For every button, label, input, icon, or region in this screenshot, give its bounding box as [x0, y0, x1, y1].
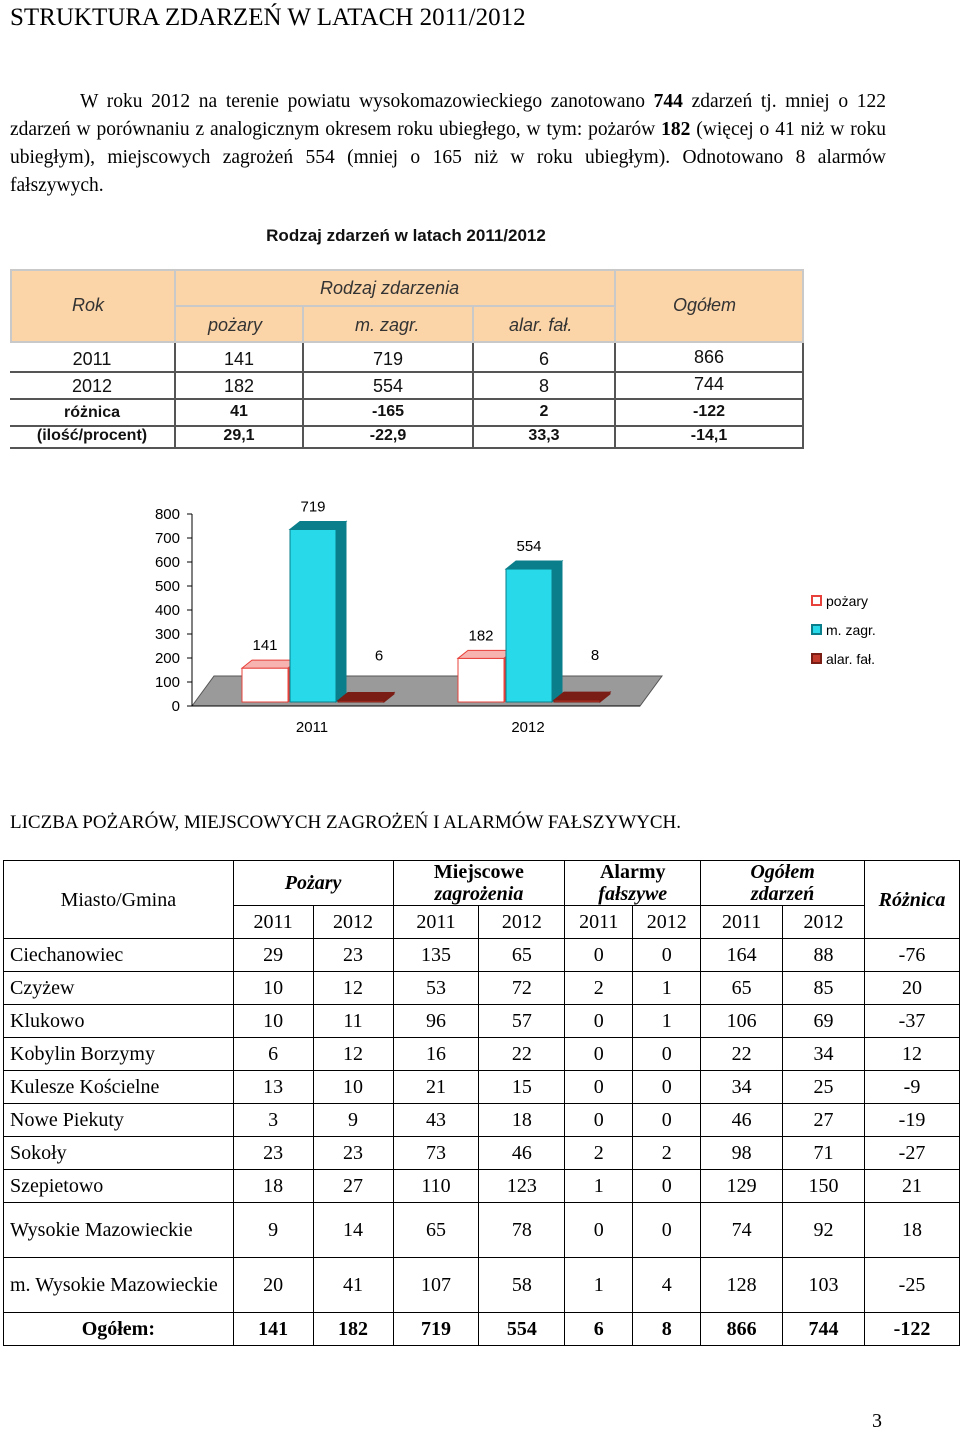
section-heading: LICZBA POŻARÓW, MIEJSCOWYCH ZAGROŻEŃ I ALARMÓW FAŁSZYWYCH.	[10, 812, 681, 833]
municipality-name: Czyżew	[4, 972, 234, 1005]
table-cell: 0	[633, 1071, 701, 1104]
total-cell: 141	[233, 1313, 313, 1346]
summary-row-label: (ilość/procent)	[36, 427, 148, 444]
table-cell: 12	[864, 1038, 959, 1071]
table-cell: 23	[313, 939, 393, 972]
summary-cell: -14,1	[690, 427, 728, 444]
municipality-name: Kobylin Borzymy	[4, 1038, 234, 1071]
table-cell: 27	[783, 1104, 865, 1137]
table-cell: 78	[479, 1203, 565, 1258]
summary-cell: 141	[223, 349, 255, 369]
chart-svg	[140, 490, 900, 750]
bar-side	[336, 521, 346, 702]
table-cell: 6	[233, 1038, 313, 1071]
table-cell: 98	[701, 1137, 783, 1170]
table-cell: 2	[565, 972, 633, 1005]
table-cell: 13	[233, 1071, 313, 1104]
table-cell: 9	[313, 1104, 393, 1137]
table-cell: 58	[479, 1258, 565, 1313]
table-cell: 34	[783, 1038, 865, 1071]
total-cell: 6	[565, 1313, 633, 1346]
summary-h-rok: Rok	[72, 295, 105, 315]
table-cell: 0	[633, 1104, 701, 1137]
summary-row-label: różnica	[63, 404, 120, 421]
table-cell: 4	[633, 1258, 701, 1313]
summary-cell: 8	[538, 376, 549, 396]
legend-swatch	[812, 596, 821, 605]
header-alarmy: Alarmy fałszywe	[565, 861, 701, 906]
bar-m. zagr.-2012	[506, 569, 552, 702]
table-cell: 1	[565, 1170, 633, 1203]
data-label: 6	[374, 647, 384, 665]
table-cell: 10	[233, 1005, 313, 1038]
bar-pożary-2012	[458, 658, 504, 702]
category-label: 2012	[511, 719, 545, 736]
table-cell: 3	[233, 1104, 313, 1137]
table-cell: 23	[233, 1137, 313, 1170]
page-number: 3	[872, 1410, 882, 1432]
header-miejscowe: Miejscowe zagrożenia	[393, 861, 565, 906]
table-row	[4, 1203, 960, 1258]
y-tick-label: 200	[154, 650, 180, 667]
legend-label: alar. fał.	[826, 651, 876, 667]
y-tick-label: 100	[154, 674, 180, 691]
summary-cell: -122	[692, 403, 726, 420]
summary-cell: 33,3	[528, 427, 560, 444]
table-cell: 0	[633, 1203, 701, 1258]
table-row	[4, 1071, 960, 1104]
y-tick-label: 600	[154, 554, 180, 571]
table-cell: 0	[565, 1005, 633, 1038]
total-cell: 719	[393, 1313, 479, 1346]
y-tick-label: 800	[154, 506, 180, 523]
summary-h-rodzaj: Rodzaj zdarzenia	[320, 278, 460, 298]
table-cell: 73	[393, 1137, 479, 1170]
header-roznica: Różnica	[864, 861, 959, 939]
summary-h-ogolem: Ogółem	[673, 295, 737, 315]
total-cell: -122	[864, 1313, 959, 1346]
total-cell: 8	[633, 1313, 701, 1346]
table-cell: 22	[701, 1038, 783, 1071]
table-cell: 10	[313, 1071, 393, 1104]
legend-label: pożary	[826, 593, 869, 609]
summary-cell: 182	[223, 376, 255, 396]
table-cell: -19	[864, 1104, 959, 1137]
year-cell: 2011	[565, 906, 633, 939]
year-cell: 2011	[701, 906, 783, 939]
intro-paragraph: W roku 2012 na terenie powiatu wysokomazowieckiego zanotowano 744 zdarzeń tj. mniej o 122 zdarzeń w porównaniu z analogicznym okresem roku ubiegłego, w tym: pożarów 182 (więcej o 41 niż w roku ubiegłym), miejscowych zagrożeń 554 (mniej o 165 niż w roku ubiegłym). Odnotowano 8 alarmów fałszywych.	[10, 91, 886, 196]
summary-cell: 866	[693, 347, 725, 367]
table-cell: 103	[783, 1258, 865, 1313]
table-cell: 1	[565, 1258, 633, 1313]
total-cell: 554	[479, 1313, 565, 1346]
summary-cell: 29,1	[223, 427, 255, 444]
summary-cell: 41	[230, 403, 248, 420]
header-miasto: Miasto/Gmina	[4, 861, 234, 939]
year-cell: 2011	[233, 906, 313, 939]
table-cell: 46	[479, 1137, 565, 1170]
data-label: 141	[252, 637, 278, 655]
total-label: Ogółem:	[4, 1313, 234, 1346]
y-tick-label: 0	[171, 698, 180, 715]
table-cell: 85	[783, 972, 865, 1005]
data-label: 719	[300, 498, 326, 516]
table-cell: 110	[393, 1170, 479, 1203]
table-cell: 25	[783, 1071, 865, 1104]
table-cell: -76	[864, 939, 959, 972]
summary-cell: 554	[372, 376, 404, 396]
detail-header-row	[4, 861, 960, 906]
legend-label: m. zagr.	[826, 622, 876, 638]
data-label: 8	[590, 647, 600, 665]
table-cell: 41	[313, 1258, 393, 1313]
bar-pożary-2011	[242, 668, 288, 702]
table-cell: 0	[633, 1170, 701, 1203]
table-cell: 92	[783, 1203, 865, 1258]
header-pozary: Pożary	[233, 861, 393, 906]
table-cell: 88	[783, 939, 865, 972]
table-cell: 21	[393, 1071, 479, 1104]
year-cell: 2012	[313, 906, 393, 939]
y-tick-label: 700	[154, 530, 180, 547]
table-cell: 2	[565, 1137, 633, 1170]
table-cell: 22	[479, 1038, 565, 1071]
table-cell: 0	[565, 1071, 633, 1104]
table-cell: 65	[393, 1203, 479, 1258]
table-cell: 129	[701, 1170, 783, 1203]
table-cell: 23	[313, 1137, 393, 1170]
table-cell: 10	[233, 972, 313, 1005]
bar-m. zagr.-2011	[290, 529, 336, 702]
table-cell: 74	[701, 1203, 783, 1258]
summary-cell: 2	[539, 403, 549, 420]
table-cell: 96	[393, 1005, 479, 1038]
municipality-name: Sokoły	[4, 1137, 234, 1170]
table-cell: 150	[783, 1170, 865, 1203]
municipality-name: m. Wysokie Mazowieckie	[4, 1258, 234, 1313]
table-cell: 15	[479, 1071, 565, 1104]
municipality-name: Kulesze Kościelne	[4, 1071, 234, 1104]
summary-h-mzagr: m. zagr.	[355, 315, 420, 335]
table-cell: 11	[313, 1005, 393, 1038]
events-bar-chart	[140, 490, 900, 750]
year-cell: 2012	[783, 906, 865, 939]
bar-side	[552, 561, 562, 702]
table-cell: 72	[479, 972, 565, 1005]
municipality-name: Klukowo	[4, 1005, 234, 1038]
table-cell: 71	[783, 1137, 865, 1170]
table-row	[4, 1137, 960, 1170]
table-cell: 106	[701, 1005, 783, 1038]
header-ogolem: Ogółem zdarzeń	[701, 861, 865, 906]
table-cell: 107	[393, 1258, 479, 1313]
data-label: 182	[468, 627, 494, 645]
table-cell: -25	[864, 1258, 959, 1313]
table-cell: 1	[633, 972, 701, 1005]
table-cell: 69	[783, 1005, 865, 1038]
table-cell: 46	[701, 1104, 783, 1137]
table-cell: 1	[633, 1005, 701, 1038]
table-cell: -27	[864, 1137, 959, 1170]
table-cell: 20	[233, 1258, 313, 1313]
summary-title: Rodzaj zdarzeń w latach 2011/2012	[266, 226, 546, 245]
table-cell: 135	[393, 939, 479, 972]
table-cell: -9	[864, 1071, 959, 1104]
page-heading: STRUKTURA ZDARZEŃ W LATACH 2011/2012	[10, 4, 526, 31]
data-label: 554	[516, 538, 542, 556]
summary-cell: 744	[693, 374, 725, 394]
table-row	[4, 939, 960, 972]
municipality-name: Ciechanowiec	[4, 939, 234, 972]
table-cell: 12	[313, 1038, 393, 1071]
y-tick-label: 500	[154, 578, 180, 595]
table-cell: 65	[479, 939, 565, 972]
table-cell: 21	[864, 1170, 959, 1203]
table-row	[4, 1005, 960, 1038]
table-cell: -37	[864, 1005, 959, 1038]
y-tick-label: 300	[154, 626, 180, 643]
table-row	[4, 972, 960, 1005]
table-cell: 12	[313, 972, 393, 1005]
table-cell: 0	[565, 939, 633, 972]
summary-cell: -165	[371, 403, 405, 420]
table-cell: 14	[313, 1203, 393, 1258]
table-cell: 18	[479, 1104, 565, 1137]
table-row	[4, 1104, 960, 1137]
legend-swatch	[812, 654, 821, 663]
category-label: 2011	[295, 719, 329, 736]
summary-h-alar: alar. fał.	[509, 315, 573, 335]
table-cell: 0	[565, 1203, 633, 1258]
table-cell: 123	[479, 1170, 565, 1203]
summary-row-label: 2012	[71, 376, 113, 396]
table-row	[4, 1258, 960, 1313]
y-tick-label: 400	[154, 602, 180, 619]
summary-cell: 719	[372, 349, 404, 369]
legend-swatch	[812, 625, 821, 634]
table-cell: 57	[479, 1005, 565, 1038]
table-cell: 0	[565, 1038, 633, 1071]
table-cell: 128	[701, 1258, 783, 1313]
table-cell: 2	[633, 1137, 701, 1170]
table-cell: 0	[565, 1104, 633, 1137]
table-row	[4, 1038, 960, 1071]
table-cell: 34	[701, 1071, 783, 1104]
year-cell: 2012	[633, 906, 701, 939]
table-cell: 9	[233, 1203, 313, 1258]
table-row	[4, 1170, 960, 1203]
municipality-name: Szepietowo	[4, 1170, 234, 1203]
summary-cell: -22,9	[369, 427, 407, 444]
table-cell: 18	[233, 1170, 313, 1203]
table-cell: 43	[393, 1104, 479, 1137]
total-cell: 744	[783, 1313, 865, 1346]
table-cell: 0	[633, 939, 701, 972]
table-cell: 164	[701, 939, 783, 972]
table-cell: 20	[864, 972, 959, 1005]
table-cell: 29	[233, 939, 313, 972]
total-cell: 182	[313, 1313, 393, 1346]
total-row	[4, 1313, 960, 1346]
municipality-name: Nowe Piekuty	[4, 1104, 234, 1137]
table-cell: 65	[701, 972, 783, 1005]
table-cell: 0	[633, 1038, 701, 1071]
municipality-table	[3, 860, 960, 1346]
table-cell: 27	[313, 1170, 393, 1203]
table-cell: 18	[864, 1203, 959, 1258]
year-cell: 2012	[479, 906, 565, 939]
year-cell: 2011	[393, 906, 479, 939]
summary-row-label: 2011	[72, 349, 112, 369]
municipality-name: Wysokie Mazowieckie	[4, 1203, 234, 1258]
summary-cell: 6	[538, 349, 549, 369]
total-cell: 866	[701, 1313, 783, 1346]
table-cell: 53	[393, 972, 479, 1005]
table-cell: 16	[393, 1038, 479, 1071]
summary-h-pozary: pożary	[208, 315, 263, 335]
summary-table	[10, 269, 804, 450]
